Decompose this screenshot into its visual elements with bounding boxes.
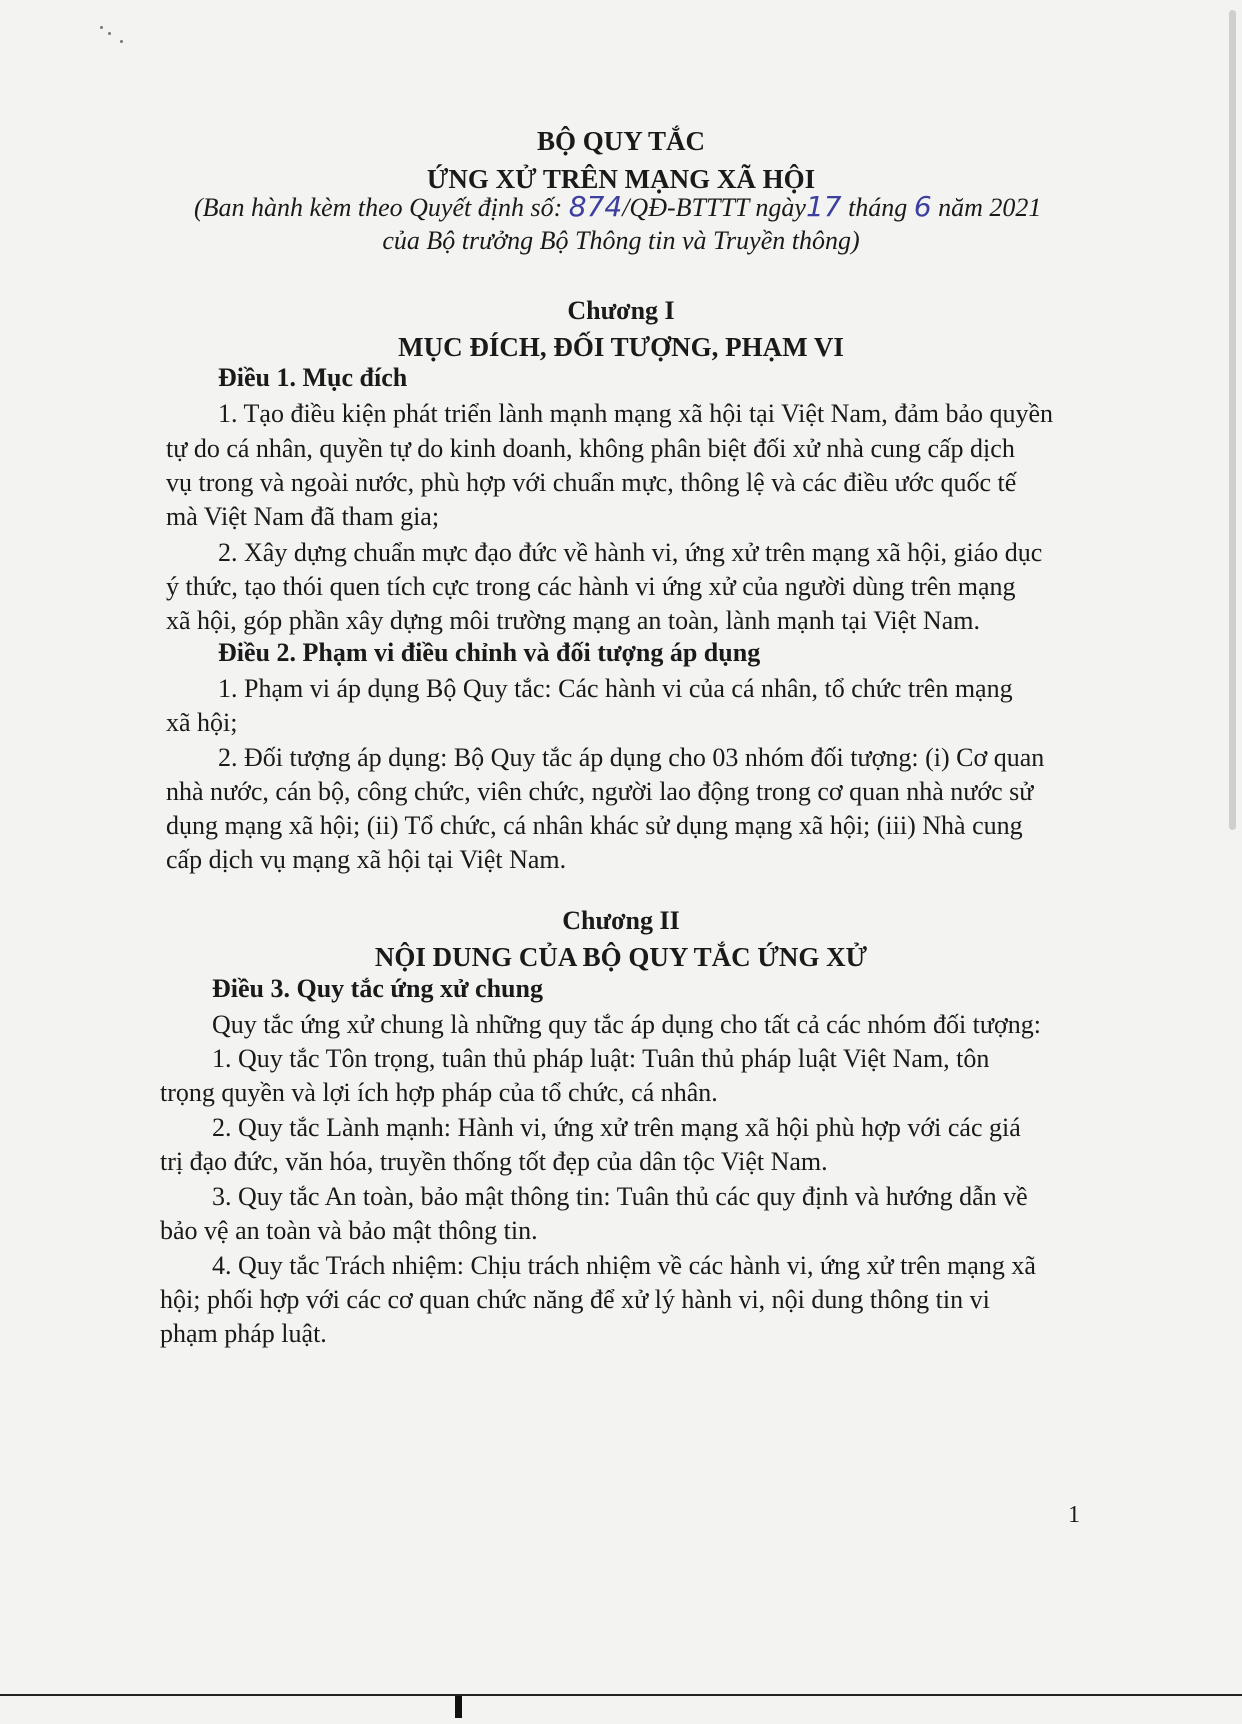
article1-p2-line: ý thức, tạo thói quen tích cực trong các hành vi ứng xử của người dùng trên mạng — [166, 572, 1016, 601]
page-number: 1 — [1068, 1502, 1080, 1528]
article2-p1-line: 1. Phạm vi áp dụng Bộ Quy tắc: Các hành vi của cá nhân, tổ chức trên mạng — [218, 674, 1013, 703]
article1-p2-line: xã hội, góp phần xây dựng môi trường mạng an toàn, lành mạnh tại Việt Nam. — [166, 606, 980, 635]
article1-heading: Điều 1. Mục đích — [218, 363, 408, 392]
binding-mark — [455, 1696, 462, 1718]
issuance-year: năm 2021 — [938, 193, 1042, 222]
article2-p2-line: 2. Đối tượng áp dụng: Bộ Quy tắc áp dụng cho 03 nhóm đối tượng: (i) Cơ quan — [218, 743, 1045, 772]
day-handwritten: 17 — [805, 190, 842, 223]
doc-title-line1: BỘ QUY TẮC — [536, 126, 706, 156]
chapter1-title: MỤC ĐÍCH, ĐỐI TƯỢNG, PHẠM VI — [398, 332, 844, 362]
article2-p2-line: cấp dịch vụ mạng xã hội tại Việt Nam. — [166, 845, 567, 874]
scrollbar[interactable] — [1229, 10, 1236, 830]
article2-p2-line: nhà nước, cán bộ, công chức, viên chức, người lao động trong cơ quan nhà nước sử — [166, 777, 1034, 806]
issuance-month-word: tháng — [848, 193, 908, 222]
rule2-line: 2. Quy tắc Lành mạnh: Hành vi, ứng xử trên mạng xã hội phù hợp với các giá — [212, 1113, 1021, 1142]
issuance-line2: của Bộ trưởng Bộ Thông tin và Truyền thông) — [382, 226, 860, 255]
article2-p2-line: dụng mạng xã hội; (ii) Tổ chức, cá nhân khác sử dụng mạng xã hội; (iii) Nhà cung — [166, 811, 1023, 840]
rule3-line: bảo vệ an toàn và bảo mật thông tin. — [160, 1216, 538, 1245]
rule4-line: phạm pháp luật. — [160, 1319, 327, 1348]
doc-title-line2: ỨNG XỬ TRÊN MẠNG XÃ HỘI — [426, 164, 816, 194]
article1-p1-line: mà Việt Nam đã tham gia; — [166, 502, 440, 531]
month-handwritten: 6 — [913, 190, 932, 223]
article1-p2-line: 2. Xây dựng chuẩn mực đạo đức về hành vi, ứng xử trên mạng xã hội, giáo dục — [218, 538, 1043, 567]
article3-heading: Điều 3. Quy tắc ứng xử chung — [212, 974, 543, 1003]
page-bottom-edge — [0, 1694, 1242, 1696]
article2-p1-line: xã hội; — [166, 708, 238, 737]
article1-p1-line: vụ trong và ngoài nước, phù hợp với chuẩn mực, thông lệ và các điều ước quốc tế — [166, 468, 1017, 497]
article1-p1-line: 1. Tạo điều kiện phát triển lành mạnh mạng xã hội tại Việt Nam, đảm bảo quyền — [218, 399, 1054, 428]
rule3-line: 3. Quy tắc An toàn, bảo mật thông tin: Tuân thủ các quy định và hướng dẫn về — [212, 1182, 1028, 1211]
scan-specks — [100, 26, 130, 56]
issuance-mid: /QĐ-BTTTT ngày — [622, 193, 806, 222]
chapter1-label: Chương I — [567, 296, 675, 325]
decision-number-handwritten: 874 — [568, 190, 623, 223]
rule4-line: hội; phối hợp với các cơ quan chức năng để xử lý hành vi, nội dung thông tin vi — [160, 1285, 990, 1314]
rule1-line: 1. Quy tắc Tôn trọng, tuân thủ pháp luật: Tuân thủ pháp luật Việt Nam, tôn — [212, 1044, 990, 1073]
article1-p1-line: tự do cá nhân, quyền tự do kinh doanh, không phân biệt đối xử nhà cung cấp dịch — [166, 434, 1015, 463]
article3-intro: Quy tắc ứng xử chung là những quy tắc áp dụng cho tất cả các nhóm đối tượng: — [212, 1010, 1041, 1039]
rule4-line: 4. Quy tắc Trách nhiệm: Chịu trách nhiệm về các hành vi, ứng xử trên mạng xã — [212, 1251, 1036, 1280]
issuance-pre: (Ban hành kèm theo Quyết định số: — [194, 193, 563, 222]
rule2-line: trị đạo đức, văn hóa, truyền thống tốt đẹp của dân tộc Việt Nam. — [160, 1147, 828, 1176]
article2-heading: Điều 2. Phạm vi điều chỉnh và đối tượng áp dụng — [218, 638, 761, 667]
chapter2-title: NỘI DUNG CỦA BỘ QUY TẮC ỨNG XỬ — [374, 942, 868, 972]
issuance-line1 — [194, 190, 1041, 223]
rule1-line: trọng quyền và lợi ích hợp pháp của tổ chức, cá nhân. — [160, 1078, 718, 1107]
chapter2-label: Chương II — [562, 906, 680, 935]
